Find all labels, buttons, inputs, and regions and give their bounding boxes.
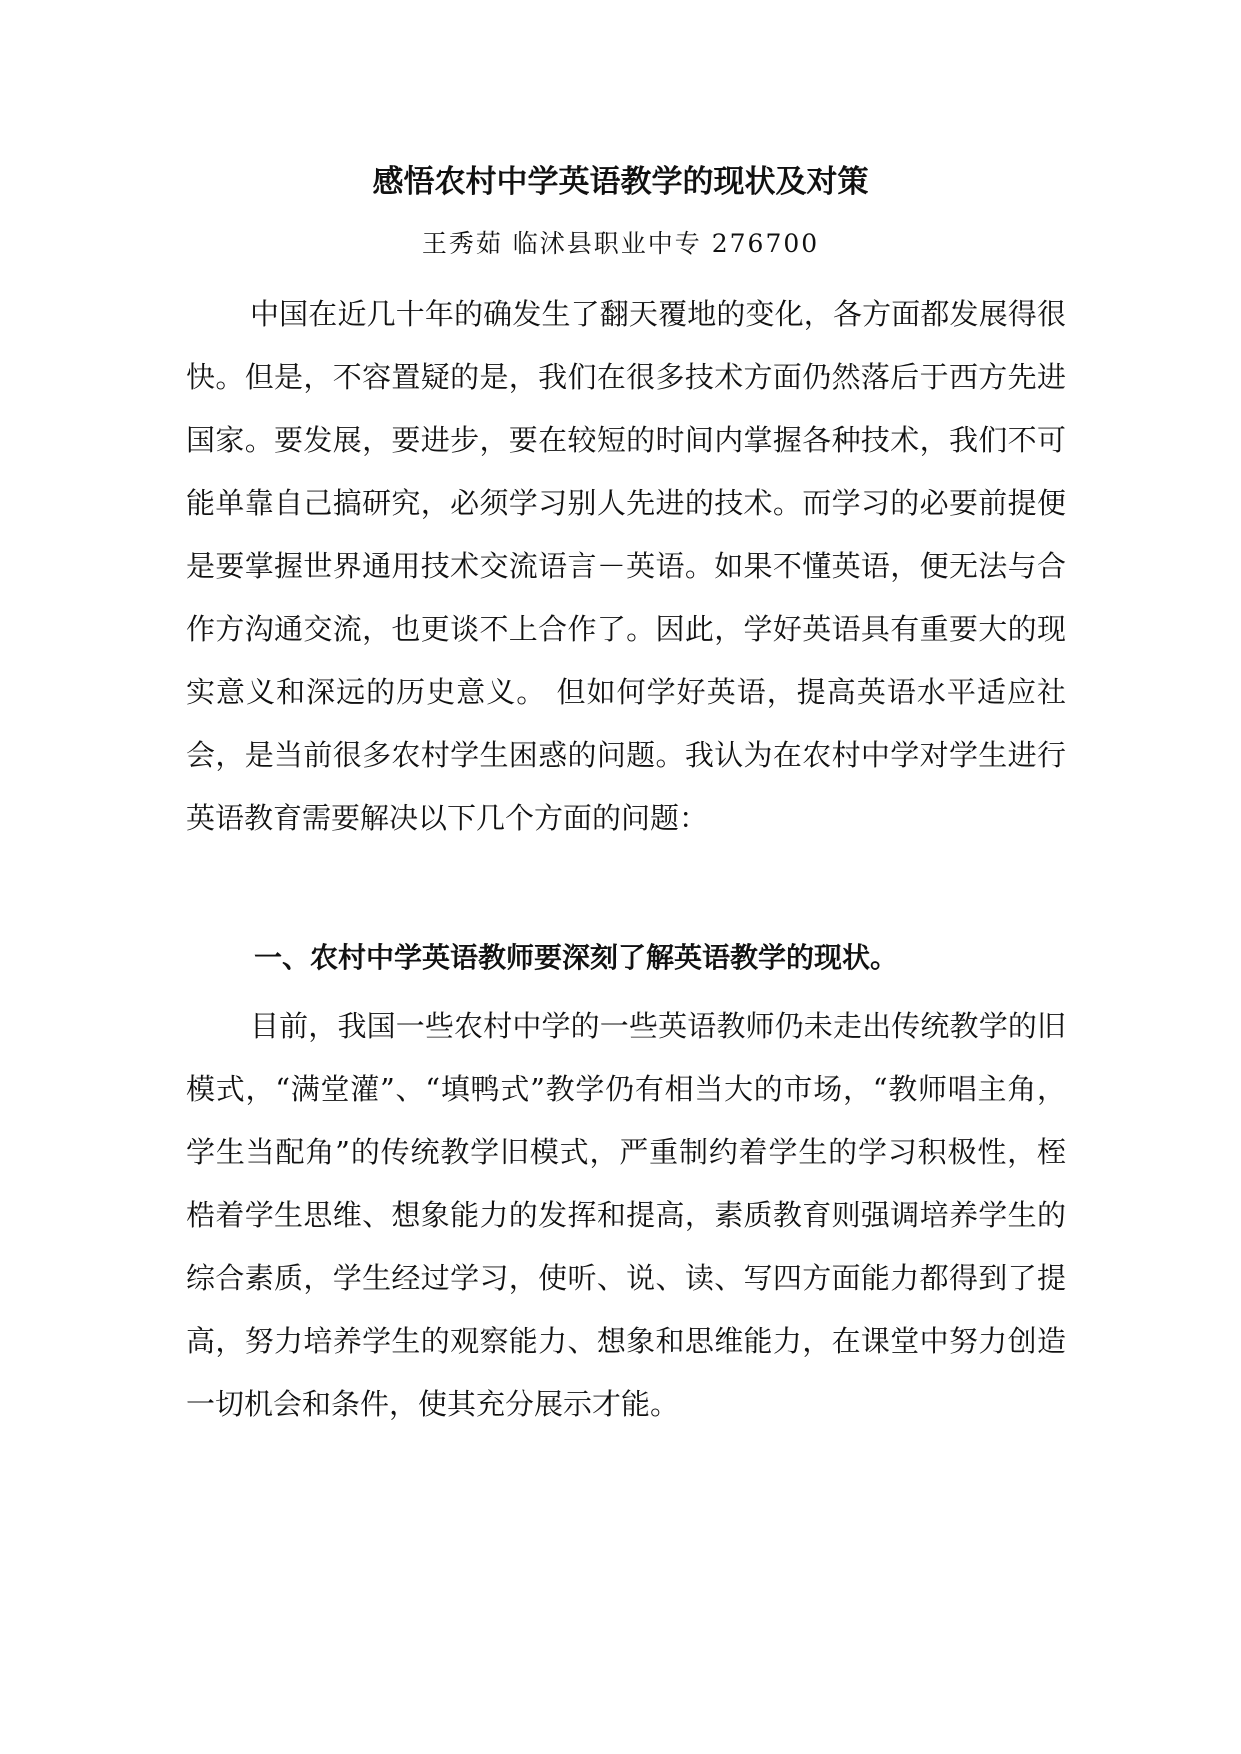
section-heading: 一、农村中学英语教师要深刻了解英语教学的现状。	[254, 941, 899, 974]
author-byline: 王秀茹 临沭县职业中专 276700	[421, 229, 820, 258]
document-title: 感悟农村中学英语教学的现状及对策	[372, 164, 869, 200]
intro-paragraph: 中国在近几十年的确发生了翻天覆地的变化，各方面都发展得很快。但是，不容置疑的是，我们在很多技术方面仍然落后于西方先进国家。要发展，要进步，要在较短的时间内掌握各种技术，我们不可能单靠自己搞研究，必须学习别人先进的技术。而学习的必要前提便是要掌握世界通用技术交流语言－英语。如果不懂英语，便无法与合作方沟通交流，也更谈不上合作了。因此，学好英语具有重要大的现实意义和深远的历史意义。 但如何学好英语，提高英语水平适应社会，是当前很多农村学生困惑的问题。我认为在农村中学对学生进行英语教育需要解决以下几个方面的问题：	[186, 297, 1066, 835]
section-paragraph: 目前，我国一些农村中学的一些英语教师仍未走出传统教学的旧模式，“满堂灌”、“填鸭式”教学仍有相当大的市场，“教师唱主角，学生当配角”的传统教学旧模式，严重制约着学生的学习积极性，桎梏着学生思维、想象能力的发挥和提高，素质教育则强调培养学生的综合素质，学生经过学习，使听、说、读、写四方面能力都得到了提高，努力培养学生的观察能力、想象和思维能力，在课堂中努力创造一切机会和条件，使其充分展示才能。	[186, 1009, 1066, 1421]
